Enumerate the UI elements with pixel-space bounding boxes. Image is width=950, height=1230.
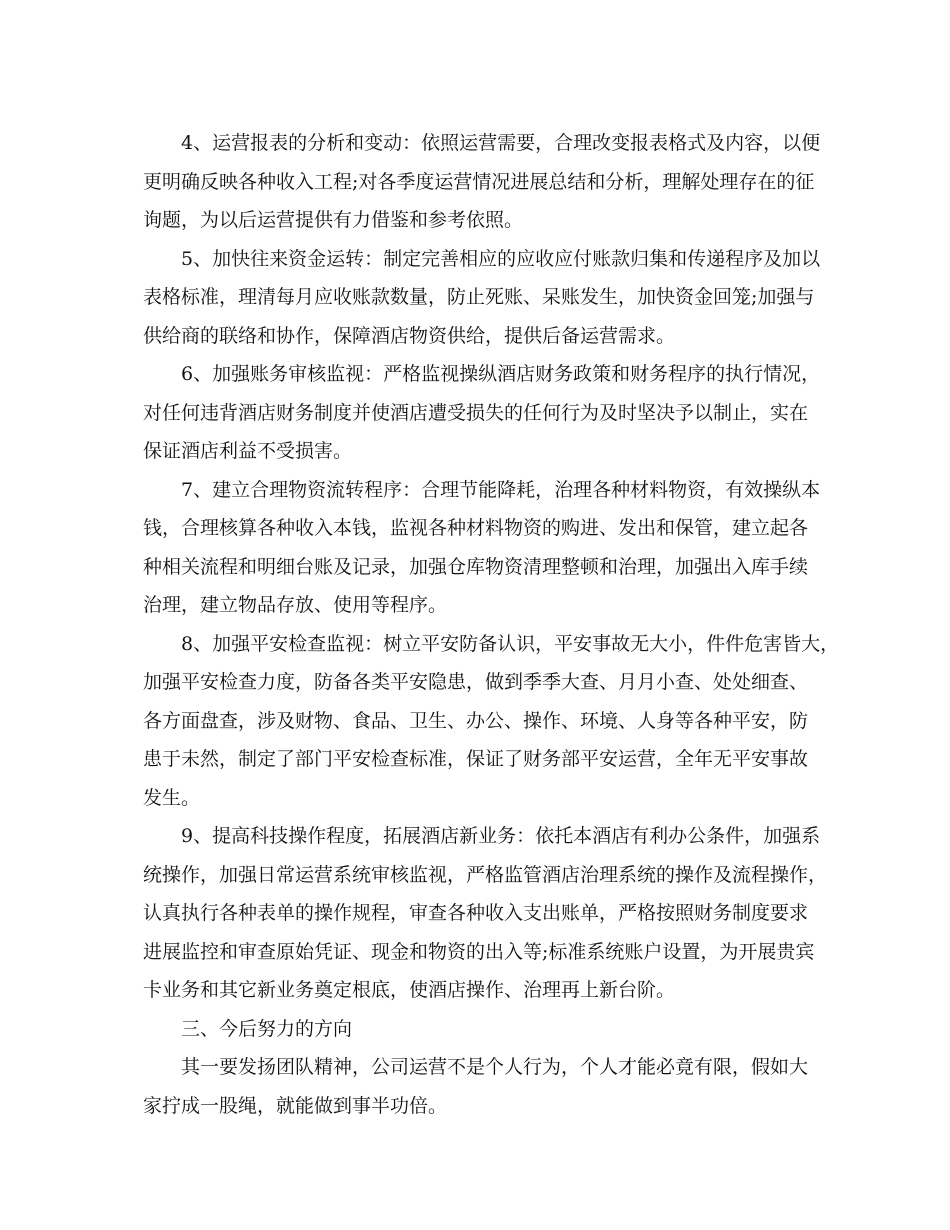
paragraph-5-line-3: 供给商的联络和协作，保障酒店物资供给，提供后备运营需求。 (143, 324, 676, 347)
section-heading-future-direction: 三、今后努力的方向 (181, 1017, 353, 1040)
paragraph-6-line-1: 6、加强账务审核监视：严格监视操纵酒店财务政策和财务程序的执行情况， (181, 363, 821, 385)
paragraph-5-line-2: 表格标准，理清每月应收账款数量，防止死账、呆账发生，加快资金回笼;加强与 (143, 286, 815, 308)
paragraph-8-line-2: 加强平安检查力度，防备各类平安隐患，做到季季大查、月月小查、处处细查、 (143, 671, 809, 693)
paragraph-7-line-4: 治理，建立物品存放、使用等程序。 (143, 594, 448, 616)
paragraph-9-line-5: 卡业务和其它新业务奠定根底，使酒店操作、治理再上新台阶。 (143, 979, 676, 1001)
paragraph-8-line-1: 8、加强平安检查监视：树立平安防备认识，平安事故无大小，件件危害皆大， (181, 632, 840, 655)
paragraph-teamwork-line-1: 其一要发扬团队精神，公司运营不是个人行为，个人才能必竟有限，假如大 (181, 1056, 809, 1078)
paragraph-8-line-4: 患于未然，制定了部门平安检查标准，保证了财务部平安运营，全年无平安事故 (143, 748, 809, 770)
paragraph-5-line-1: 5、加快往来资金运转：制定完善相应的应收应付账款归集和传递程序及加以 (181, 247, 821, 270)
paragraph-8-line-5: 发生。 (143, 786, 201, 809)
paragraph-9-line-3: 认真执行各种表单的操作规程，审查各种收入支出账单，严格按照财务制度要求 (143, 902, 809, 924)
paragraph-6-line-3: 保证酒店利益不受损害。 (143, 440, 353, 462)
paragraph-4-line-1: 4、运营报表的分析和变动：依照运营需要，合理改变报表格式及内容，以便 (181, 132, 821, 154)
paragraph-6-line-2: 对任何违背酒店财务制度并使酒店遭受损失的任何行为及时坚决予以制止，实在 (143, 401, 809, 424)
paragraph-4-line-2: 更明确反映各种收入工程;对各季度运营情况进展总结和分析，理解处理存在的征 (143, 170, 815, 193)
paragraph-4-line-3: 询题，为以后运营提供有力借鉴和参考依照。 (143, 209, 524, 231)
paragraph-8-line-3: 各方面盘查，涉及财物、食品、卫生、办公、操作、环境、人身等各种平安，防 (143, 709, 809, 732)
paragraph-9-line-4: 进展监控和审查原始凭证、现金和物资的出入等;标准系统账户设置，为开展贵宾 (143, 940, 815, 963)
paragraph-7-line-2: 钱，合理核算各种收入本钱，监视各种材料物资的购进、发出和保管，建立起各 (143, 517, 809, 539)
paragraph-7-line-3: 种相关流程和明细台账及记录，加强仓库物资清理整顿和治理，加强出入库手续 (143, 555, 809, 578)
document-body (143, 124, 840, 1125)
paragraph-7-line-1: 7、建立合理物资流转程序：合理节能降耗，治理各种材料物资，有效操纵本 (181, 478, 821, 501)
paragraph-9-line-2: 统操作，加强日常运营系统审核监视，严格监管酒店治理系统的操作及流程操作， (143, 863, 828, 886)
paragraph-teamwork-line-2: 家拧成一股绳，就能做到事半功倍。 (143, 1094, 448, 1117)
paragraph-9-line-1: 9、提高科技操作程度，拓展酒店新业务：依托本酒店有利办公条件，加强系 (181, 825, 821, 847)
